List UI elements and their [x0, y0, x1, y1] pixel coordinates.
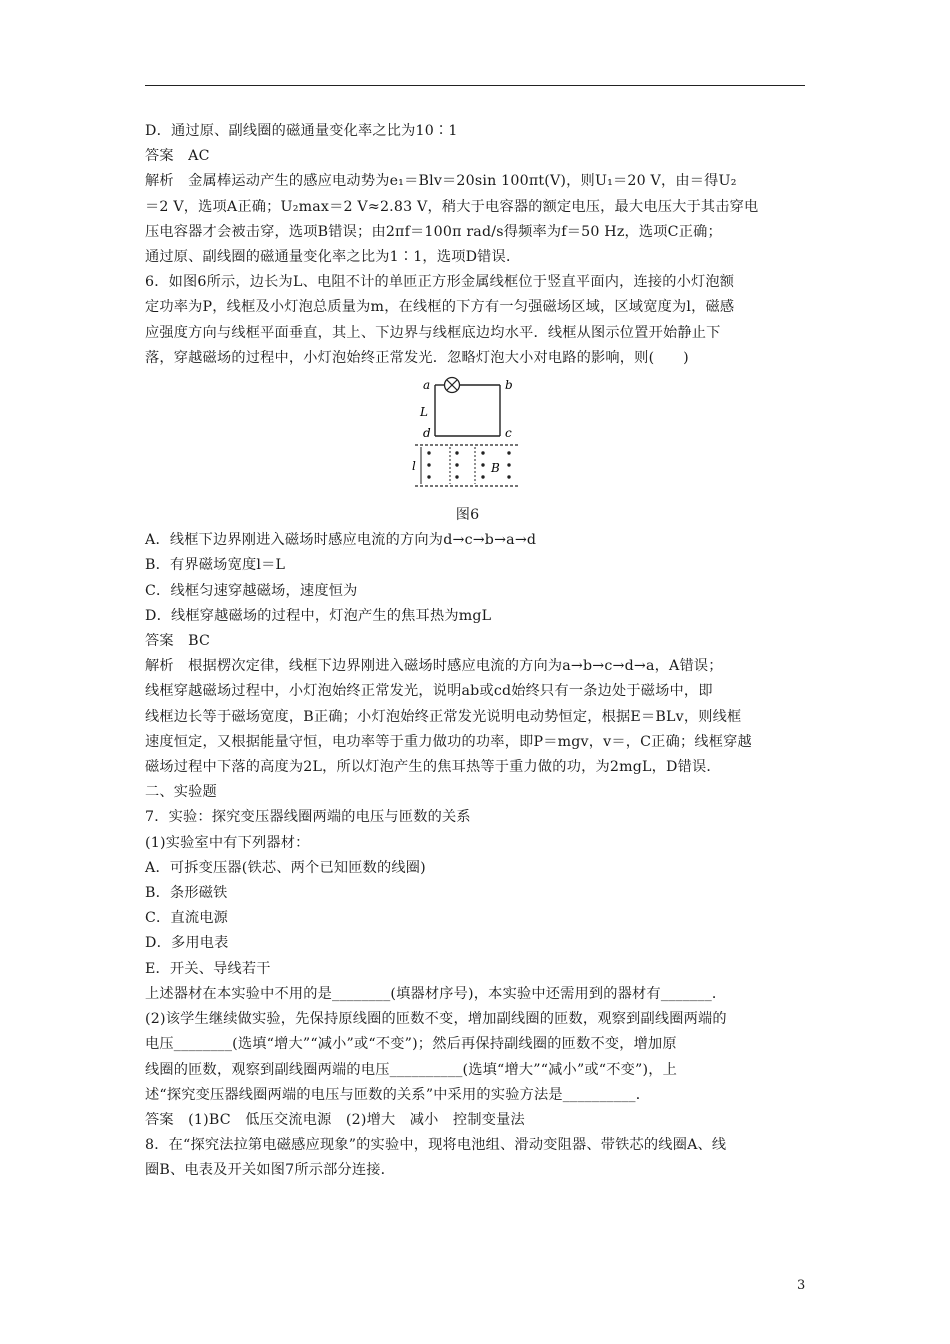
label-B: B — [491, 461, 500, 476]
lamp-icon — [445, 378, 460, 393]
q6-option: B．有界磁场宽度l＝L — [145, 557, 286, 574]
q6-analysis-line: 解析 根据楞次定律，线框下边界刚进入磁场时感应电流的方向为a→b→c→d→a，A错误； — [145, 658, 723, 675]
q6-answer: 答案 BC — [145, 633, 211, 650]
q6-option: A．线框下边界刚进入磁场时感应电流的方向为d→c→b→a→d — [145, 532, 537, 549]
q7-line: 上述器材在本实验中不用的是________(填器材序号)，本实验中还需用到的器材有_______． — [145, 985, 727, 1002]
q6-stem-line: 6．如图6所示，边长为L、电阻不计的单匝正方形金属线框位于竖直平面内，连接的小灯泡额 — [145, 274, 735, 291]
q7-option: A．可拆变压器(铁芯、两个已知匝数的线圈) — [145, 859, 426, 876]
q7-option: B．条形磁铁 — [145, 885, 228, 902]
label-c: c — [505, 426, 512, 441]
q5-analysis-line: 通过原、副线圈的磁通量变化率之比为1∶1，选项D错误． — [145, 249, 521, 266]
label-a: a — [423, 378, 431, 393]
q7-sub1: (1)实验室中有下列器材： — [145, 834, 310, 851]
q6-option: C．线框匀速穿越磁场，速度恒为 — [145, 582, 358, 599]
label-b: b — [505, 378, 513, 393]
q7-answer: 答案 (1)BC 低压交流电源 (2)增大 减小 控制变量法 — [145, 1111, 525, 1128]
q7-option: D．多用电表 — [145, 935, 229, 952]
q7-stem: 7．实验：探究变压器线圈两端的电压与匝数的关系 — [145, 809, 471, 826]
q6-stem-line: 定功率为P，线框及小灯泡总质量为m，在线框的下方有一匀强磁场区域，区域宽度为l，磁感 — [145, 299, 735, 316]
q7-line: (2)该学生继续做实验，先保持原线圈的匝数不变，增加副线圈的匝数，观察到副线圈两端的 — [145, 1011, 727, 1028]
q7-line: 述“探究变压器线圈两端的电压与匝数的关系”中采用的实验方法是__________． — [145, 1086, 651, 1103]
figure-6-diagram — [412, 373, 535, 491]
q6-stem-line: 落，穿越磁场的过程中，小灯泡始终正常发光．忽略灯泡大小对电路的影响，则( ) — [145, 349, 689, 366]
label-d: d — [423, 426, 431, 441]
section-heading: 二、实验题 — [145, 784, 217, 801]
page-content — [145, 119, 810, 1184]
label-L: L — [420, 405, 428, 420]
q5-analysis-line: 压电容器才会被击穿，选项B错误；由2πf＝100π rad/s得频率为f＝50 Hz，选项C正确； — [145, 223, 722, 240]
q7-option: E．开关、导线若干 — [145, 960, 271, 977]
figure-6-caption: 图6 — [455, 507, 480, 524]
q7-option: C．直流电源 — [145, 910, 228, 927]
q7-line: 电压________(选填“增大”“减小”或“不变”)；然后再保持副线圈的匝数不变，增加原 — [145, 1036, 677, 1053]
q8-stem-line: 圈B、电表及开关如图7所示部分连接． — [145, 1162, 396, 1179]
q7-line: 线圈的匝数，观察到副线圈两端的电压__________(选填“增大”“减小”或“不变”)，上 — [145, 1061, 677, 1078]
q6-option: D．线框穿越磁场的过程中，灯泡产生的焦耳热为mgL — [145, 607, 492, 624]
header-rule — [145, 85, 805, 86]
label-l: l — [412, 459, 416, 474]
q6-stem-line: 应强度方向与线框平面垂直，其上、下边界与线框底边均水平．线框从图示位置开始静止下 — [145, 324, 721, 341]
page-number: 3 — [797, 1278, 806, 1293]
q8-stem-line: 8．在“探究法拉第电磁感应现象”的实验中，现将电池组、滑动变阻器、带铁芯的线圈A、线 — [145, 1137, 727, 1154]
q5-option-d: D．通过原、副线圈的磁通量变化率之比为10∶1 — [145, 123, 458, 139]
q6-analysis-line: 线框穿越磁场过程中，小灯泡始终正常发光，说明ab或cd始终只有一条边处于磁场中，即 — [145, 683, 713, 700]
q5-answer: 答案 AC — [145, 148, 210, 165]
q5-analysis-line: 解析 金属棒运动产生的感应电动势为e₁＝Blv＝20sin 100πt(V)，则U₁＝20 V，由＝得U₂ — [145, 173, 737, 190]
q6-analysis-line: 速度恒定，又根据能量守恒，电功率等于重力做功的功率，即P＝mgv，v＝，C正确；线框穿越 — [145, 733, 752, 750]
figure-6 — [145, 373, 810, 501]
q5-analysis-line: ＝2 V，选项A正确；U₂max＝2 V≈2.83 V，稍大于电容器的额定电压，最大电压大于其击穿电 — [145, 198, 759, 215]
q6-analysis-line: 磁场过程中下落的高度为2L，所以灯泡产生的焦耳热等于重力做的功，为2mgL，D错误． — [145, 759, 721, 776]
q6-analysis-line: 线框边长等于磁场宽度，B正确；小灯泡始终正常发光说明电动势恒定，根据E＝BLv，则线框 — [145, 708, 742, 725]
